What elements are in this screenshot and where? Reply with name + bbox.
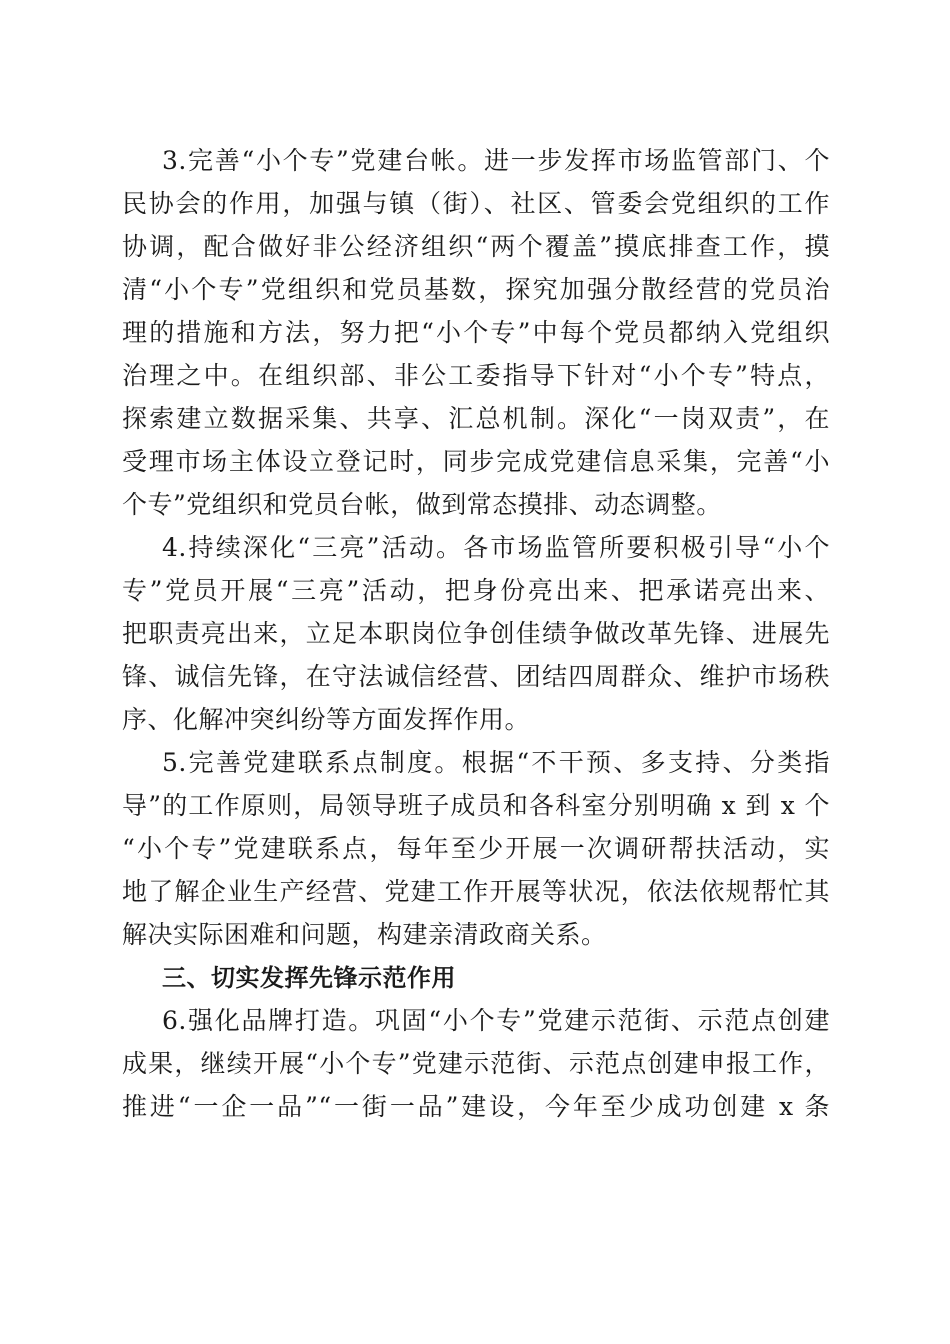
text-line: 清“小个专”党组织和党员基数，探究加强分散经营的党员治 (122, 275, 830, 304)
section-heading: 三、切实发挥先锋示范作用 (162, 964, 456, 992)
text-line: 地了解企业生产经营、党建工作开展等状况，依法依规帮忙其 (122, 877, 830, 906)
paragraph-3 (122, 144, 830, 531)
text-line: “小个专”党建联系点，每年至少开展一次调研帮扶活动，实 (122, 834, 830, 863)
text-line: 3.完善“小个专”党建台帐。进一步发挥市场监管部门、个 (162, 146, 830, 175)
text-line: 锋、诚信先锋，在守法诚信经营、团结四周群众、维护市场秩 (122, 662, 830, 691)
paragraph-5 (122, 746, 830, 961)
text-line: 推进“一企一品”“一街一品”建设，今年至少成功创建 x 条 (122, 1092, 830, 1121)
text-line: 治理之中。在组织部、非公工委指导下针对“小个专”特点， (122, 361, 830, 390)
text-line: 民协会的作用，加强与镇（街）、社区、管委会党组织的工作 (122, 189, 830, 218)
text-line: 受理市场主体设立登记时，同步完成党建信息采集，完善“小 (122, 447, 830, 476)
paragraph-4 (122, 531, 830, 746)
text-line: 导”的工作原则，局领导班子成员和各科室分别明确 x 到 x 个 (122, 791, 830, 820)
document-body (122, 144, 830, 1133)
text-line: 4.持续深化“三亮”活动。各市场监管所要积极引导“小个 (162, 533, 830, 562)
text-line: 5.完善党建联系点制度。根据“不干预、多支持、分类指 (162, 748, 830, 777)
text-line: 个专”党组织和党员台帐，做到常态摸排、动态调整。 (122, 490, 722, 519)
text-line: 专”党员开展“三亮”活动，把身份亮出来、把承诺亮出来、 (122, 576, 830, 605)
text-line: 探索建立数据采集、共享、汇总机制。深化“一岗双责”，在 (122, 404, 830, 433)
text-line: 6.强化品牌打造。巩固“小个专”党建示范街、示范点创建 (162, 1006, 830, 1035)
text-line: 协调，配合做好非公经济组织“两个覆盖”摸底排查工作，摸 (122, 232, 830, 261)
text-line: 序、化解冲突纠纷等方面发挥作用。 (122, 705, 531, 734)
text-line: 成果，继续开展“小个专”党建示范街、示范点创建申报工作， (122, 1049, 830, 1078)
text-line: 解决实际困难和问题，构建亲清政商关系。 (122, 920, 607, 949)
text-line: 理的措施和方法，努力把“小个专”中每个党员都纳入党组织 (122, 318, 830, 347)
paragraph-6 (122, 1004, 830, 1133)
text-line: 把职责亮出来，立足本职岗位争创佳绩争做改革先锋、进展先 (122, 619, 830, 648)
